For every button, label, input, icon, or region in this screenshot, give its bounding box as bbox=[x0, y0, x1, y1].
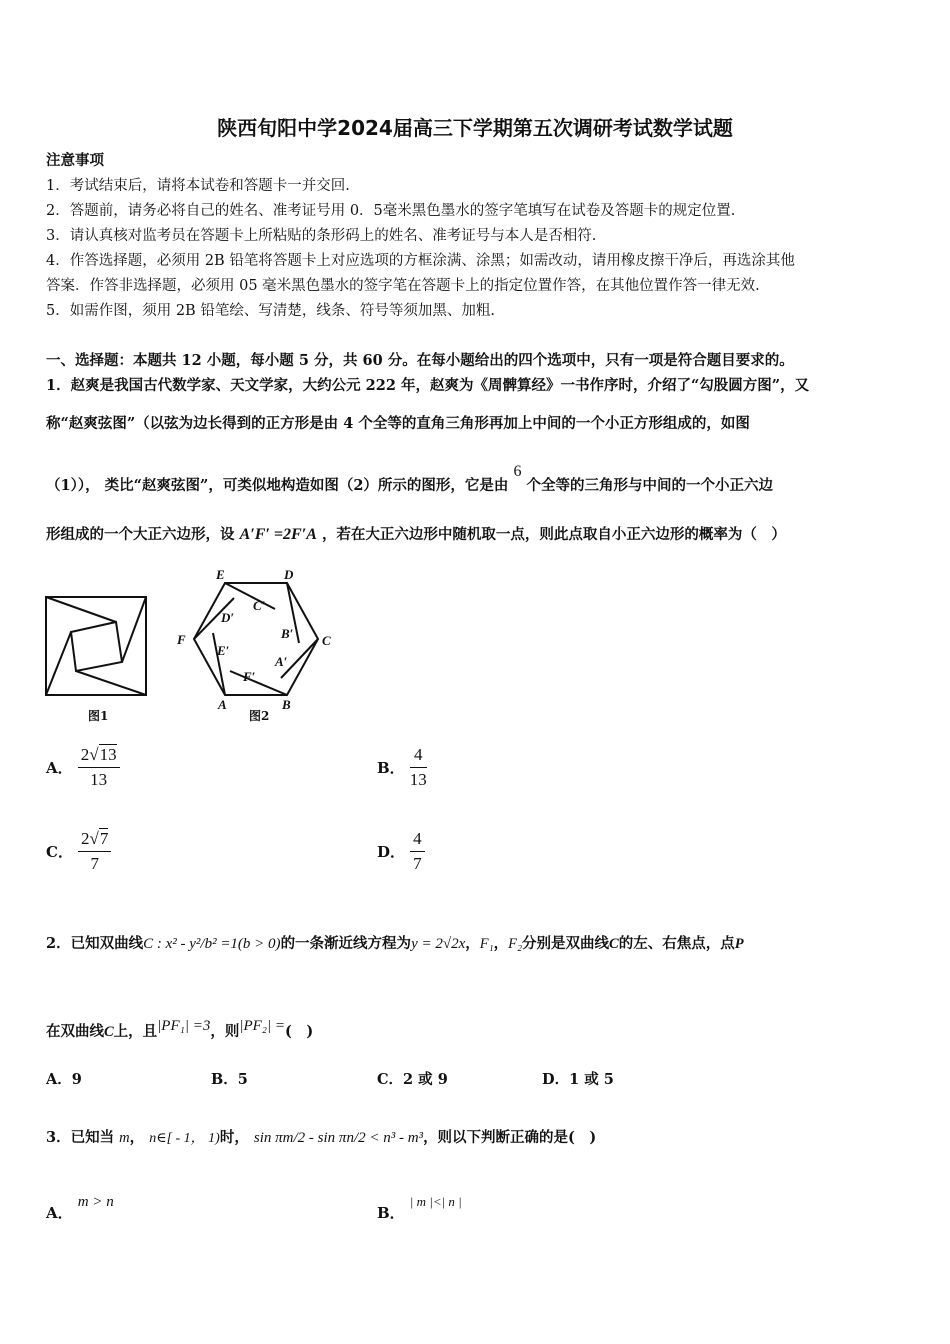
fig2-label-Dp: D′ bbox=[221, 610, 235, 625]
option-c-fraction bbox=[78, 829, 111, 874]
notice-item: 1．考试结束后，请将本试卷和答题卡一并交回. bbox=[46, 178, 350, 194]
q1-condition: A′F′ =2F′A bbox=[239, 526, 317, 543]
q2-line2 bbox=[46, 1018, 314, 1042]
fig2-label-Ep: E′ bbox=[217, 643, 230, 658]
q2-mid2: 分别是双曲线 bbox=[522, 935, 610, 952]
figure-1-label: 图1 bbox=[88, 709, 109, 723]
q2-line2b: 上，且 bbox=[113, 1023, 158, 1040]
fig2-label-D: D bbox=[284, 567, 294, 582]
option-label: A． bbox=[46, 759, 73, 777]
q2-prefix: 2．已知双曲线 bbox=[46, 935, 144, 952]
q3-n-range: n∈[ - 1， 1) bbox=[149, 1131, 220, 1146]
fig2-label-B: B bbox=[282, 697, 291, 712]
fig2-label-A: A bbox=[218, 697, 227, 712]
q1-line3-text-b: 个全等的三角形与中间的一个小正六边 bbox=[526, 477, 774, 494]
q2-C-2: C bbox=[104, 1024, 114, 1040]
q2-option-b[interactable]: B．5 bbox=[211, 1071, 248, 1088]
q3-prefix: 3．已知当 bbox=[46, 1129, 115, 1146]
q1-line4-text-b: ，若在大正六边形中随机取一点，则此点取自小正六边形的概率为（ ） bbox=[321, 526, 786, 543]
notice-item: 5．如需作图，须用 2B 铅笔绘、写清楚，线条、符号等须加黑、加粗. bbox=[46, 303, 495, 319]
q3-when: 时， bbox=[219, 1129, 249, 1146]
q1-option-c[interactable] bbox=[46, 829, 111, 874]
q1-line1: 1．赵爽是我国古代数学家、天文学家，大约公元 222 年，赵爽为《周髀算经》一书作序时，介绍了“勾股圆方图”，又 bbox=[46, 377, 810, 394]
option-b-fraction bbox=[410, 745, 427, 790]
figure-2-label: 图2 bbox=[249, 709, 270, 723]
q2-line1: 2．已知双曲线C : x² - y²/b² =1(b > 0)的一条渐近线方程为y = 2√2x，F₁，F₂分别是双曲线C的左、右焦点，点P bbox=[46, 935, 744, 952]
option-b-numerator: 4 bbox=[410, 745, 427, 768]
q2-option-c[interactable]: C．2 或 9 bbox=[377, 1071, 448, 1088]
q1-option-d[interactable] bbox=[377, 829, 425, 874]
fig1-outer-square bbox=[46, 597, 146, 695]
option-c-denominator: 7 bbox=[90, 854, 99, 873]
fig2-label-Fp: F′ bbox=[243, 669, 256, 684]
q2-paren: ( ) bbox=[285, 1023, 314, 1040]
option-label: A． bbox=[46, 1204, 73, 1222]
page-title: 陕西旬阳中学2024届高三下学期第五次调研考试数学试题 bbox=[217, 116, 733, 140]
q3-option-a-expr: m > n bbox=[77, 1194, 114, 1210]
q3-m: m bbox=[119, 1130, 130, 1146]
option-a-numerator: 2√13 bbox=[78, 745, 120, 768]
fig2-label-Ap: A′ bbox=[275, 654, 288, 669]
q2-curve-equation: C : x² - y²/b² =1(b > 0) bbox=[143, 936, 281, 952]
q1-count: 6 bbox=[513, 463, 522, 480]
q1-line2: 称“赵爽弦图”（以弦为边长得到的正方形是由 4 个全等的直角三角形再加上中间的一个小正方形组成的，如图 bbox=[46, 415, 750, 432]
option-d-fraction bbox=[410, 829, 425, 874]
q2-C: C bbox=[609, 936, 619, 952]
q1-option-a[interactable] bbox=[46, 745, 120, 790]
option-label: C． bbox=[46, 843, 73, 861]
option-c-numerator: 2√7 bbox=[78, 829, 111, 852]
notice-item: 答案．作答非选择题，必须用 05 毫米黑色墨水的签字笔在答题卡上的指定位置作答，在其他位置作答一律无效. bbox=[46, 278, 760, 294]
q1-line3-text: （1））， 类比“赵爽弦图”，可类似地构造如图（2）所示的图形，它是由 bbox=[46, 477, 509, 494]
q1-line3 bbox=[46, 463, 774, 496]
q2-mid3: 的左、右焦点，点 bbox=[618, 935, 735, 952]
notice-heading: 注意事项 bbox=[46, 152, 104, 169]
option-label: B． bbox=[377, 759, 405, 777]
q3-inequality: sin πm/2 - sin πn/2 < n³ - m³ bbox=[253, 1130, 424, 1146]
q1-line4 bbox=[46, 525, 786, 545]
q3-suffix: ，则以下判断正确的是( ) bbox=[423, 1129, 597, 1146]
q2-P: P bbox=[734, 936, 744, 952]
q2-line2a: 在双曲线 bbox=[46, 1023, 104, 1040]
option-a-fraction bbox=[78, 745, 120, 790]
fig1-inner-square bbox=[71, 622, 122, 671]
q3-option-b[interactable] bbox=[377, 1190, 462, 1222]
q2-pf2: |PF₂| = bbox=[239, 1018, 286, 1034]
figure-1-diagram bbox=[44, 592, 150, 698]
notice-item: 3．请认真核对监考员在答题卡上所粘贴的条形码上的姓名、准考证号与本人是否相符. bbox=[46, 228, 597, 244]
fig2-label-Cp: C′ bbox=[253, 598, 266, 613]
q2-line2c: ，则 bbox=[210, 1023, 240, 1040]
fig2-label-C: C bbox=[322, 633, 331, 648]
section-heading: 一、选择题：本题共 12 小题，每小题 5 分，共 60 分。在每小题给出的四个选项中，只有一项是符合题目要求的。 bbox=[46, 352, 794, 369]
option-label: B． bbox=[377, 1204, 405, 1222]
option-a-denominator: 13 bbox=[90, 770, 108, 789]
q2-f1: F₁ bbox=[479, 936, 494, 952]
fig2-label-E: E bbox=[216, 567, 225, 582]
option-d-numerator: 4 bbox=[410, 829, 425, 852]
q2-mid1: 的一条渐近线方程为 bbox=[280, 935, 412, 952]
q3-line: 3．已知当 m， n∈[ - 1， 1)时， sin πm/2 - sin πn/2 < n³ - m³，则以下判断正确的是( ) bbox=[46, 1129, 597, 1146]
q1-line4-text: 形组成的一个大正六边形，设 bbox=[46, 526, 235, 543]
fig2-label-F: F bbox=[177, 632, 186, 647]
option-label: D． bbox=[377, 843, 406, 861]
fig2-label-Bp: B′ bbox=[281, 626, 294, 641]
option-b-denominator: 13 bbox=[409, 770, 427, 789]
q2-f2: F₂ bbox=[508, 936, 523, 952]
q2-asymptote: y = 2√2x bbox=[411, 936, 466, 952]
notice-item: 2．答题前，请务必将自己的姓名、准考证号用 0．5毫米黑色墨水的签字笔填写在试卷及答题卡的规定位置. bbox=[46, 203, 736, 219]
figure-2-diagram bbox=[170, 563, 340, 713]
q2-option-a[interactable]: A．9 bbox=[46, 1071, 82, 1088]
option-d-denominator: 7 bbox=[413, 854, 422, 873]
q3-option-b-expr: | m |<| n | bbox=[409, 1194, 462, 1209]
q1-option-b[interactable] bbox=[377, 745, 427, 790]
q2-pf1: |PF₁| =3 bbox=[157, 1018, 211, 1034]
q3-option-a[interactable] bbox=[46, 1190, 114, 1222]
q2-option-d[interactable]: D．1 或 5 bbox=[542, 1071, 614, 1088]
notice-item: 4．作答选择题，必须用 2B 铅笔将答题卡上对应选项的方框涂满、涂黑；如需改动，请用橡皮擦干净后，再选涂其他 bbox=[46, 253, 795, 269]
